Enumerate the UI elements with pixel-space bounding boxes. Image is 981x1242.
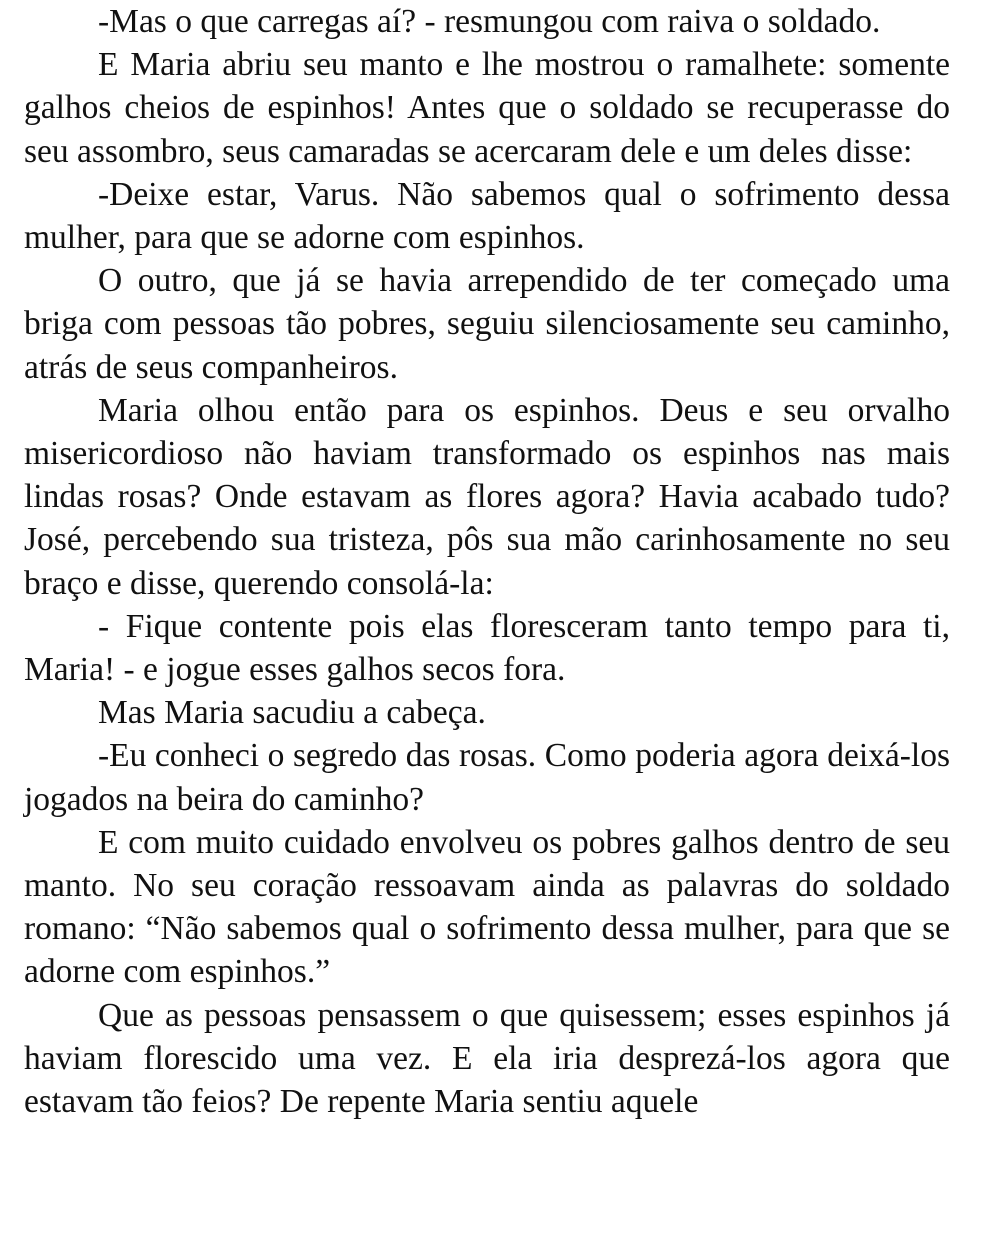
paragraph-shakes-head: Mas Maria sacudiu a cabeça. xyxy=(98,694,486,732)
paragraph-maria-opens-mantle: E Maria abriu seu manto e lhe mostrou o ramalhete: somente galhos cheios de espinhos! Antes que o soldado se recuperasse do seu assombro, seus camaradas se acercaram dele e um deles disse: xyxy=(24,46,950,170)
paragraph-o-outro: O outro, que já se havia arrependido de ter começado uma briga com pessoas tão pobres, seguiu silenciosamente seu caminho, atrás de seus companheiros. xyxy=(24,262,950,386)
document-page xyxy=(24,0,950,1123)
paragraph-fique-contente: - Fique contente pois elas floresceram tanto tempo para ti, Maria! - e jogue esses galhos secos fora. xyxy=(24,607,950,689)
paragraph-segredo-rosas: -Eu conheci o segredo das rosas. Como poderia agora deixá-los jogados na beira do caminho? xyxy=(24,737,950,818)
paragraph-maria-looks-thorns: Maria olhou então para os espinhos. Deus e seu orvalho misericordioso não haviam transformado os espinhos nas mais lindas rosas? Onde estavam as flores agora? Havia acabado tudo? José, percebendo sua tristeza, pôs sua mão carinhosamente no seu braço e disse, querendo consolá-la: xyxy=(24,391,950,602)
paragraph-soldier-question: -Mas o que carregas aí? - resmungou com raiva o soldado. xyxy=(98,3,881,40)
paragraph-deixe-estar: -Deixe estar, Varus. Não sabemos qual o sofrimento dessa mulher, para que se adorne com espinhos. xyxy=(24,175,950,257)
paragraph-que-as-pessoas: Que as pessoas pensassem o que quisessem; esses espinhos já haviam florescido uma vez. E ela iria desprezá-los agora que estavam tão feios? De repente Maria sentiu aquele xyxy=(24,996,950,1121)
paragraph-envolveu-galhos: E com muito cuidado envolveu os pobres galhos dentro de seu manto. No seu coração ressoavam ainda as palavras do soldado romano: “Não sabemos qual o sofrimento dessa mulher, para que se adorne com espinhos.” xyxy=(24,823,950,991)
